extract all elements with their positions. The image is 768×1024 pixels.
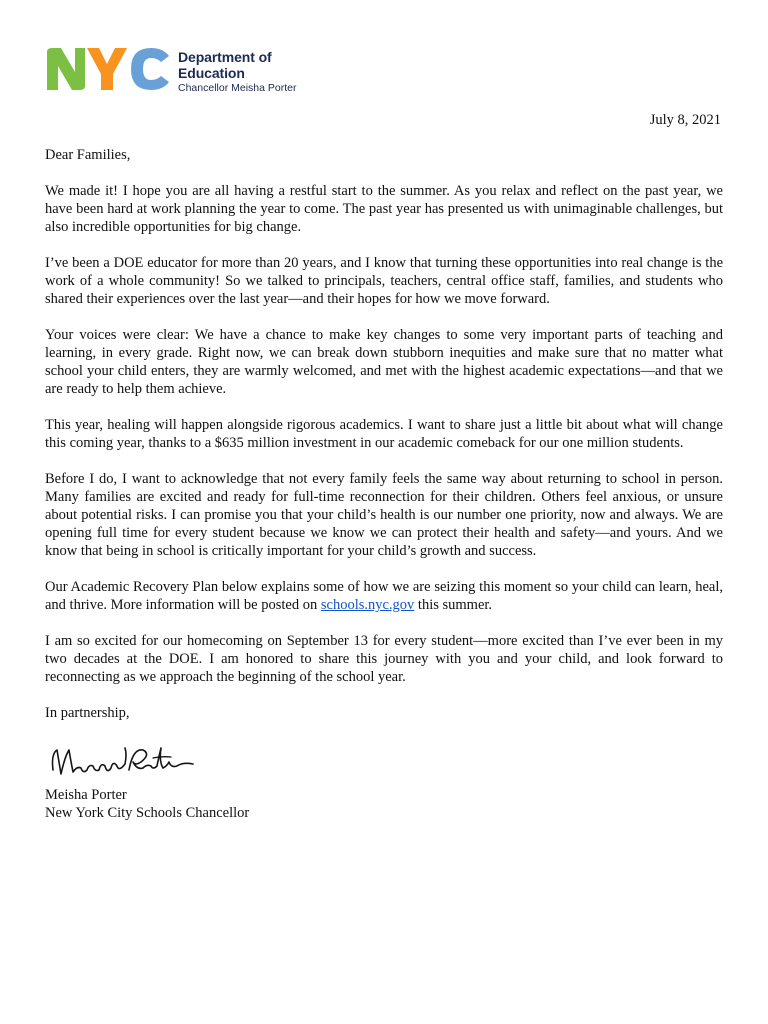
department-line1: Department of (178, 49, 272, 65)
paragraph-2: I’ve been a DOE educator for more than 20 years, and I know that turning these opportunities into real change is the work of a whole community! So we talked to principals, teachers, central office staff, families, and students who shared their experiences over the last year—and their hopes for how we move forward. (45, 255, 723, 307)
paragraph-5: Before I do, I want to acknowledge that not every family feels the same way about returning to school in person. Many families are excited and ready for full-time reconnection for their children. Others feel anxious, or unsure about potential risks. I can promise you that your child’s health is our number one priority, now and always. We are opening full time for every student because we know we can protect their health and safety—and yours. And we know that being in school is critically important for your child’s growth and success. (45, 471, 723, 559)
recovery-text-before: Our Academic Recovery Plan below explains some of how we are seizing this moment so your child can learn, heal, and thrive. More information will be posted on (45, 579, 723, 613)
nyc-logo-y (87, 48, 127, 90)
letter-body (45, 146, 723, 822)
nyc-logo-mark (45, 46, 171, 92)
paragraph-7: I am so excited for our homecoming on September 13 for every student—more excited than I’ve ever been in my two decades at the DOE. I am honored to share this journey with you and your child, and look forward to reconnecting as we approach the beginning of the school year. (45, 633, 723, 685)
paragraph-1: We made it! I hope you are all having a restful start to the summer. As you relax and reflect on the past year, we have been hard at work planning the year to come. The past year has presented us with unimaginable challenges, but also incredible opportunities for big change. (45, 183, 723, 235)
department-wordmark (178, 49, 296, 95)
closing: In partnership, (45, 705, 130, 721)
paragraph-4: This year, healing will happen alongside rigorous academics. I want to share just a little bit about what will change this coming year, thanks to a $635 million investment in our academic comeback for our one million students. (45, 417, 723, 451)
department-line2: Education (178, 65, 245, 81)
nyc-doe-logo (45, 46, 305, 96)
schools-nyc-gov-link[interactable]: schools.nyc.gov (320, 597, 415, 613)
paragraph-3: Your voices were clear: We have a chance to make key changes to some very important parts of teaching and learning, in every grade. Right now, we can break down stubborn inequities and make sure that no matter what school your child enters, they are warmly welcomed, and met with the highest academic expectations—and that we are ready to help them achieve. (45, 327, 723, 397)
chancellor-line: Chancellor Meisha Porter (178, 82, 297, 94)
signature-image (47, 740, 197, 784)
salutation: Dear Families, (45, 147, 131, 163)
recovery-text-after: this summer. (414, 597, 493, 613)
nyc-logo-c (131, 48, 169, 90)
letter-date: July 8, 2021 (649, 112, 721, 128)
signer-title: New York City Schools Chancellor (45, 805, 250, 821)
nyc-logo-n (47, 48, 85, 90)
signer-name: Meisha Porter (45, 787, 127, 803)
paragraph-6 (45, 578, 723, 614)
